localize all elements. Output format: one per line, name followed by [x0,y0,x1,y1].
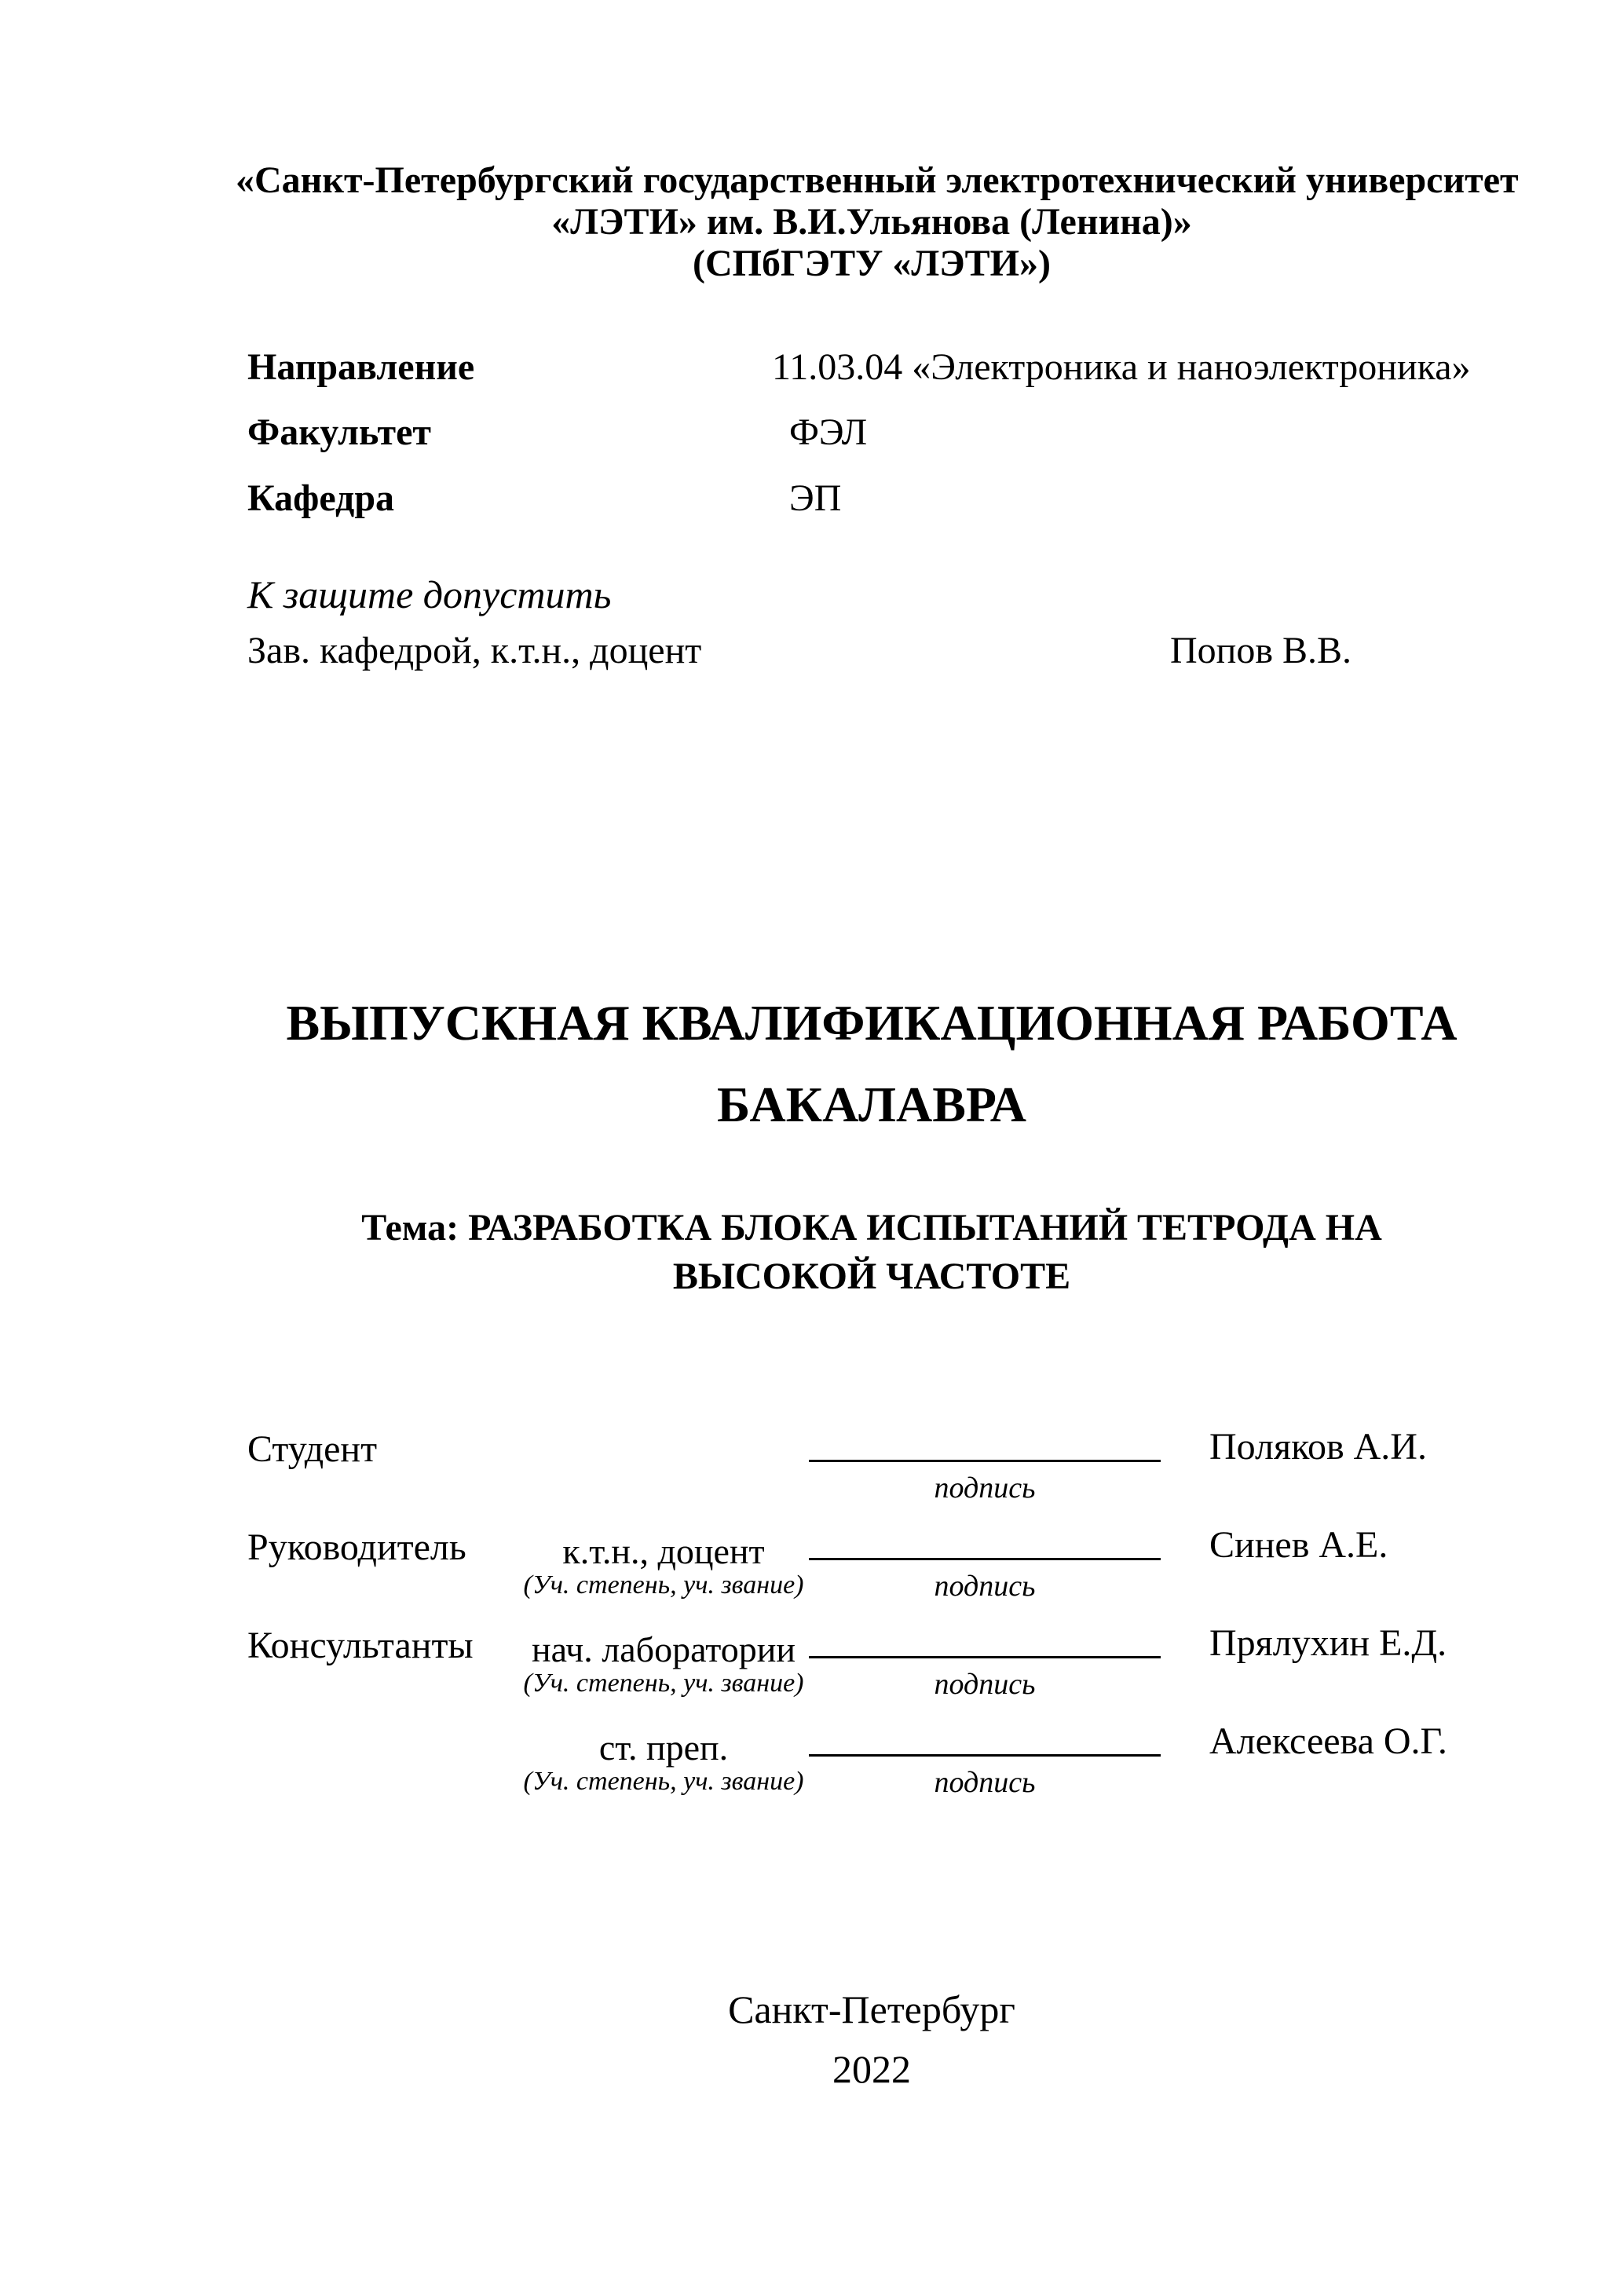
signature-name: Синев А.Е. [1209,1524,1388,1566]
page-title-line2: БАКАЛАВРА [716,1077,1027,1132]
admission-position: Зав. кафедрой, к.т.н., доцент [247,630,702,671]
field-label-direction: Направление [247,346,475,388]
signature-caption: подпись [934,1472,1036,1504]
field-value-direction: 11.03.04 «Электроника и наноэлектроника» [772,346,1471,388]
signature-name: Поляков А.И. [1209,1426,1427,1468]
signature-degree-caption: (Уч. степень, уч. звание) [523,1767,804,1796]
signature-caption: подпись [934,1668,1036,1701]
topic-line2: ВЫСОКОЙ ЧАСТОТЕ [672,1256,1071,1297]
field-value-department: ЭП [789,477,842,519]
signature-caption: подпись [934,1766,1036,1799]
signature-line [809,1558,1161,1560]
footer-city: Санкт-Петербург [728,1987,1015,2031]
signature-name: Прялухин Е.Д. [1209,1622,1447,1664]
signature-row-student [0,1428,1624,1522]
signature-line [809,1656,1161,1658]
signature-role: Студент [247,1428,378,1470]
signature-row-supervisor [0,1526,1624,1620]
signature-line [809,1460,1161,1462]
signature-role: Руководитель [247,1526,466,1568]
admission-note: К защите допустить [247,572,612,616]
page-title-line1: ВЫПУСКНАЯ КВАЛИФИКАЦИОННАЯ РАБОТА [286,995,1458,1051]
field-label-faculty: Факультет [247,411,431,453]
field-value-faculty: ФЭЛ [789,411,868,453]
signature-row-consultant-1 [0,1624,1624,1718]
signature-name: Алексеева О.Г. [1209,1720,1447,1762]
admission-approver-name: Попов В.В. [1170,630,1352,671]
field-label-department: Кафедра [247,477,395,519]
signature-degree-caption: (Уч. степень, уч. звание) [523,1669,804,1698]
university-header-line2: «ЛЭТИ» им. В.И.Ульянова (Ленина)» [551,201,1192,243]
signature-role: Консультанты [247,1625,474,1666]
signature-degree: нач. лаборатории [531,1629,796,1669]
signature-degree: ст. преп. [598,1727,729,1768]
signature-line [809,1754,1161,1757]
signature-degree: к.т.н., доцент [562,1531,765,1571]
signature-caption: подпись [934,1570,1036,1603]
signature-degree-caption: (Уч. степень, уч. звание) [523,1570,804,1600]
footer-year: 2022 [832,2047,911,2091]
signature-row-consultant-2 [0,1722,1624,1816]
university-header [236,159,1519,284]
topic-line1: Тема: РАЗРАБОТКА БЛОКА ИСПЫТАНИЙ ТЕТРОДА НА [361,1207,1382,1249]
university-header-line3: (СПбГЭТУ «ЛЭТИ») [693,243,1051,284]
university-header-line1: «Санкт-Петербургский государственный электротехнический университет [236,159,1519,201]
